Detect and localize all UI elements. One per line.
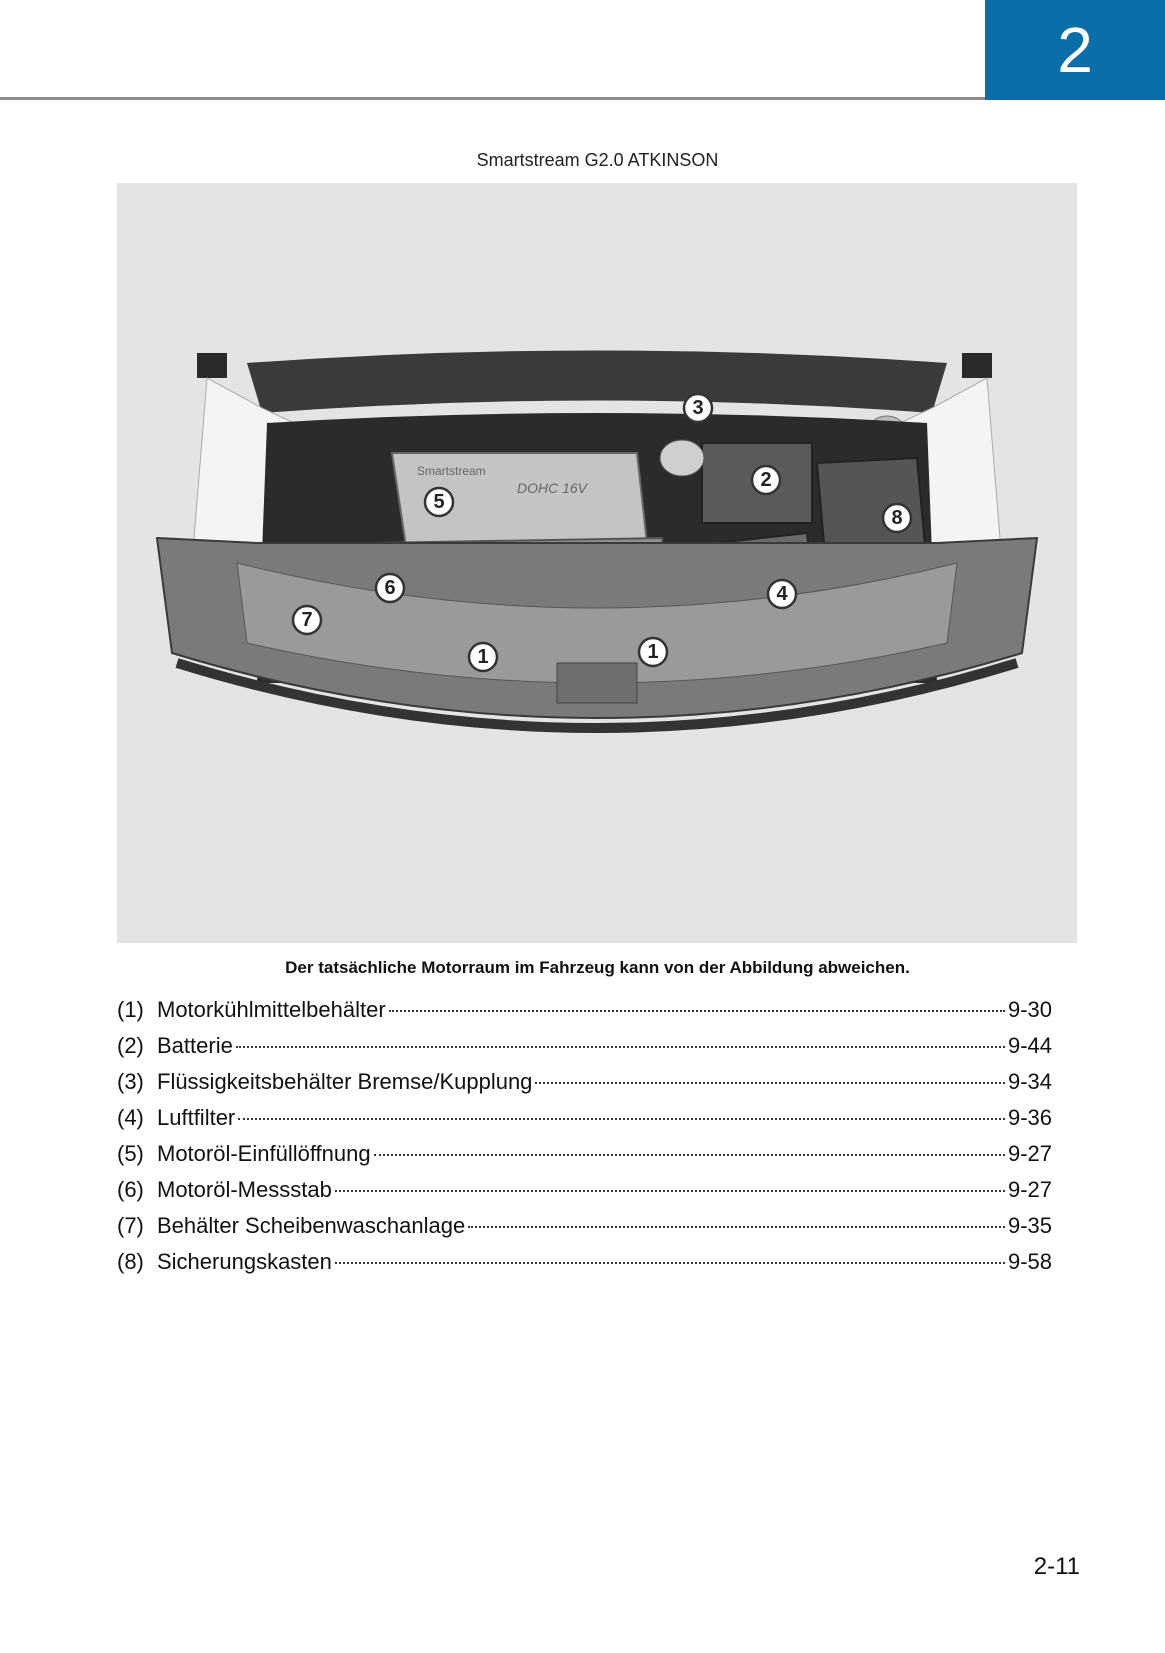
chapter-number: 2: [1057, 14, 1093, 86]
legend-item: [117, 1033, 1052, 1069]
component-legend: [117, 997, 1052, 1285]
marker-2: [752, 466, 780, 494]
marker-1-left: [469, 643, 497, 671]
marker-1-right: [639, 638, 667, 666]
marker-3: [684, 394, 712, 422]
legend-label: Batterie: [157, 1033, 233, 1058]
svg-text:3: 3: [692, 397, 704, 419]
engine-bay-illustration: [117, 183, 1077, 943]
legend-page-ref: 9-58: [1007, 1249, 1052, 1274]
legend-number: (6): [117, 1177, 144, 1202]
svg-text:2: 2: [760, 469, 772, 491]
legend-page-ref: 9-35: [1007, 1213, 1052, 1238]
svg-text:8: 8: [891, 507, 903, 529]
engine-bay-drawing: [117, 183, 1077, 943]
leader-dots: [335, 1190, 1005, 1192]
leader-dots: [236, 1046, 1005, 1048]
legend-number: (5): [117, 1141, 144, 1166]
svg-text:7: 7: [301, 609, 313, 631]
figure-note: Der tatsächliche Motorraum im Fahrzeug kann von der Abbildung abweichen.: [285, 958, 910, 977]
hood-hinge-right: [962, 353, 992, 378]
svg-text:6: 6: [384, 577, 396, 599]
legend-item: [117, 1249, 1052, 1285]
leader-dots: [468, 1226, 1005, 1228]
legend-number: (8): [117, 1249, 144, 1274]
legend-item: [117, 1105, 1052, 1141]
marker-6: [376, 574, 404, 602]
hood-panel: [247, 351, 947, 414]
header-rule: [0, 97, 985, 100]
svg-text:1: 1: [477, 646, 489, 668]
chapter-tab: [985, 0, 1165, 100]
legend-item: [117, 1069, 1052, 1105]
legend-label: Motoröl-Messstab: [157, 1177, 332, 1202]
legend-item: [117, 1177, 1052, 1213]
svg-text:1: 1: [647, 641, 659, 663]
marker-5: [425, 488, 453, 516]
legend-item: [117, 1141, 1052, 1177]
legend-label: Motoröl-Einfüllöffnung: [157, 1141, 371, 1166]
figure-caption: Smartstream G2.0 ATKINSON: [476, 150, 719, 170]
leader-dots: [535, 1082, 1005, 1084]
hood-latch: [557, 663, 637, 703]
legend-number: (1): [117, 997, 144, 1022]
engine-cover-label: DOHC 16V: [517, 480, 588, 496]
legend-number: (4): [117, 1105, 144, 1130]
engine-cover-brand: Smartstream: [417, 464, 486, 478]
legend-label: Motorkühlmittelbehälter: [157, 997, 386, 1022]
hood-hinge-left: [197, 353, 227, 378]
marker-7: [293, 606, 321, 634]
leader-dots: [374, 1154, 1005, 1156]
page-number: 2-11: [1033, 1553, 1080, 1580]
leader-dots: [238, 1118, 1005, 1120]
legend-page-ref: 9-27: [1007, 1141, 1052, 1166]
legend-page-ref: 9-30: [1007, 997, 1052, 1022]
legend-label: Flüssigkeitsbehälter Bremse/Kupplung: [157, 1069, 533, 1094]
svg-text:5: 5: [433, 491, 445, 513]
legend-label: Behälter Scheibenwaschanlage: [157, 1213, 466, 1238]
legend-number: (7): [117, 1213, 144, 1238]
brake-reservoir: [660, 440, 704, 476]
leader-dots: [389, 1010, 1005, 1012]
legend-page-ref: 9-36: [1007, 1105, 1052, 1130]
legend-item: [117, 1213, 1052, 1249]
leader-dots: [335, 1262, 1005, 1264]
legend-item: [117, 997, 1052, 1033]
legend-page-ref: 9-34: [1007, 1069, 1052, 1094]
legend-page-ref: 9-27: [1007, 1177, 1052, 1202]
legend-number: (2): [117, 1033, 144, 1058]
marker-8: [883, 504, 911, 532]
svg-text:4: 4: [776, 583, 788, 605]
legend-page-ref: 9-44: [1007, 1033, 1052, 1058]
legend-label: Luftfilter: [157, 1105, 236, 1130]
legend-label: Sicherungskasten: [157, 1249, 332, 1274]
marker-4: [768, 580, 796, 608]
legend-number: (3): [117, 1069, 144, 1094]
